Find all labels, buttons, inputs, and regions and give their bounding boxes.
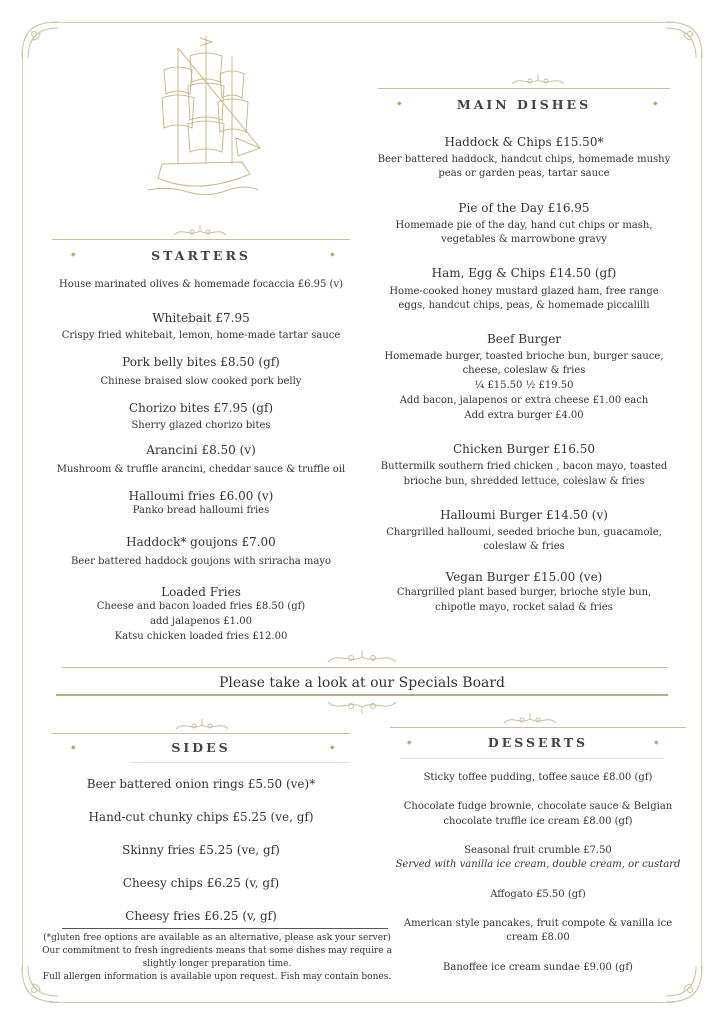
dessert-item: Banoffee ice cream sundae £9.00 (gf) [443,962,633,973]
dessert-item: cream £8.00 [506,932,570,943]
menu-item-name: Beef Burger [486,332,562,346]
diamond-icon: ◆ [71,744,76,751]
side-item: Cheesy chips £6.25 (v, gf) [122,876,280,890]
menu-item-desc: peas or garden peas, tartar sauce [438,168,610,179]
side-item: Hand-cut chunky chips £5.25 (ve, gf) [88,810,314,824]
starters-title: STARTERS [151,248,251,263]
note-line: slightly longer preparation time. [142,959,292,969]
menu-item-desc: eggs, handcut chips, peas, & homemade piccalilli [398,300,650,311]
specials-banner: Please take a look at our Specials Board [218,675,506,691]
menu-item-desc: Add extra burger £4.00 [464,410,584,421]
menu-item-desc: Chargrilled plant based burger, brioche style bun, [396,587,652,598]
desserts-title: DESSERTS [487,735,589,750]
menu-item-desc: Chinese braised slow cooked pork belly [100,376,302,387]
menu-item-desc: Panko bread halloumi fries [132,505,270,516]
menu-item-desc: House marinated olives & homemade focaccia £6.95 (v) [58,279,343,290]
menu-item-desc: Crispy fried whitebait, lemon, home-made tartar sauce [61,330,341,341]
dessert-item: chocolate truffle ice cream £8.00 (gf) [443,816,633,827]
menu-item-name: Chicken Burger £16.50 [453,442,595,456]
desserts-column [386,0,690,1024]
menu-item-name: Haddock & Chips £15.50* [444,135,604,149]
menu-item-desc: coleslaw & fries [483,541,565,552]
border-right [701,50,702,974]
notes-block [34,0,400,1024]
dessert-item: Sticky toffee pudding, toffee sauce £8.00 (gf) [423,772,653,783]
diamond-icon: ◆ [397,100,402,107]
menu-item-desc: Homemade pie of the day, hand cut chips or mash, [395,220,653,231]
side-item: Skinny fries £5.25 (ve, gf) [122,843,280,857]
menu-item-desc: Chargrilled halloumi, seeded brioche bun, guacamole, [386,527,662,538]
border-left [22,50,23,974]
note-line: Full allergen information is available upon request. Fish may contain bones. [42,972,392,982]
diamond-icon: ◆ [654,739,659,746]
menu-item-name: Ham, Egg & Chips £14.50 (gf) [431,266,617,280]
menu-item-name: Loaded Fries [161,585,241,599]
dessert-item: Seasonal fruit crumble £7.50 [464,845,612,856]
menu-item-desc: Add bacon, jalapenos or extra cheese £1.00 each [399,395,649,406]
menu-item-name: Chorizo bites £7.95 (gf) [128,401,274,415]
menu-item-desc: Beer battered haddock goujons with sriracha mayo [70,556,332,567]
diamond-icon: ◆ [330,744,335,751]
menu-item-desc: Buttermilk southern fried chicken , bacon mayo, toasted [380,461,668,472]
dessert-item: Chocolate fudge brownie, chocolate sauce & Belgian [403,801,673,812]
menu-item-desc: chipotle mayo, rocket salad & fries [435,602,613,613]
menu-item-desc: cheese, coleslaw & fries [462,365,586,376]
menu-item-desc: Sherry glazed chorizo bites [131,420,271,431]
menu-item-desc: Cheese and bacon loaded fries £8.50 (gf) [96,601,306,612]
menu-item-desc: vegetables & marrowbone gravy [441,234,607,245]
menu-item-name: Haddock* goujons £7.00 [126,535,276,549]
note-line: Our commitment to fresh ingredients means that some dishes may require a [42,946,392,956]
note-line: (*gluten free options are available as an alternative, please ask your server) [43,933,391,943]
diamond-icon: ◆ [653,100,658,107]
main-dishes-title: MAIN DISHES [456,97,592,112]
dessert-item: Affogato £5.50 (gf) [490,889,586,900]
menu-item-name: Halloumi fries £6.00 (v) [128,489,274,503]
menu-item-name: Vegan Burger £15.00 (ve) [445,570,603,584]
sides-title: SIDES [171,740,231,755]
diamond-icon: ◆ [71,251,76,258]
menu-item-desc: Katsu chicken loaded fries £12.00 [114,631,288,642]
side-item: Cheesy fries £6.25 (v, gf) [125,909,277,923]
diamond-icon: ◆ [407,739,412,746]
dessert-item-note: Served with vanilla ice cream, double cream, or custard [395,859,681,870]
menu-item-name: Whitebait £7.95 [152,311,250,325]
menu-item-name: Halloumi Burger £14.50 (v) [440,508,608,522]
menu-item-name: Arancini £8.50 (v) [146,443,256,457]
menu-item-desc: brioche bun, shredded lettuce, coleslaw & fries [403,476,645,487]
menu-item-desc: Homemade burger, toasted brioche bun, burger sauce, [384,351,664,362]
diamond-icon: ◆ [330,251,335,258]
menu-item-desc: ¼ £15.50 ½ £19.50 [474,380,574,391]
dessert-item: American style pancakes, fruit compote & vanilla ice [403,918,673,929]
menu-item-desc: Beer battered haddock, handcut chips, homemade mushy [377,154,671,165]
menu-item-name: Pie of the Day £16.95 [458,201,590,215]
menu-item-name: Pork belly bites £8.50 (gf) [122,355,280,369]
menu-item-desc: Home-cooked honey mustard glazed ham, free range [389,286,659,297]
side-item: Beer battered onion rings £5.50 (ve)* [86,777,316,791]
menu-item-desc: add jalapenos £1.00 [150,616,252,627]
menu-item-desc: Mushroom & truffle arancini, cheddar sauce & truffle oil [56,464,346,475]
